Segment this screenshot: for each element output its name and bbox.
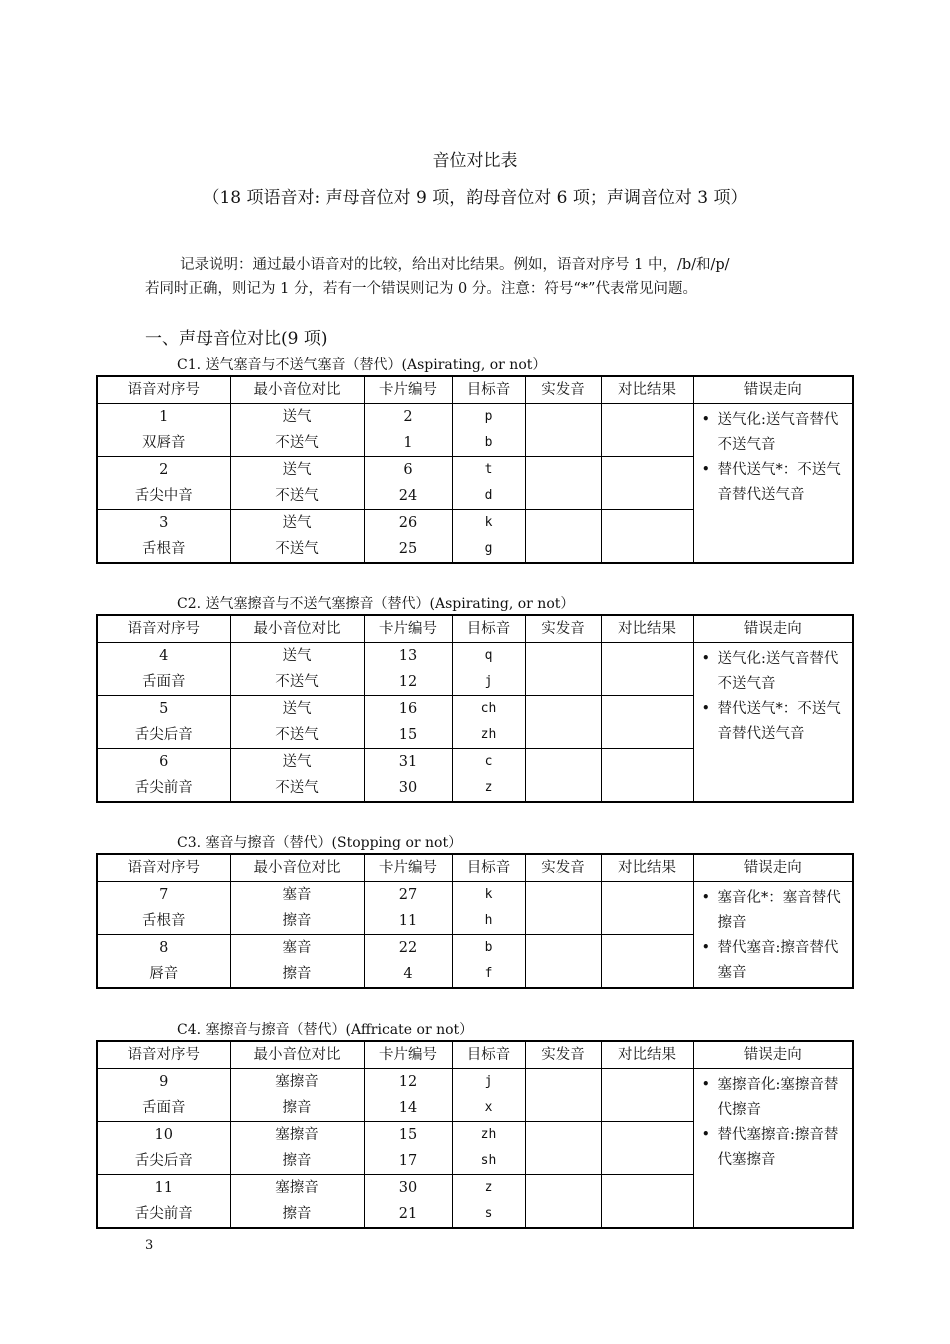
cell-line: 舌尖中音 [134,488,193,504]
page-number: 3 [145,1238,154,1253]
card-number-cell [364,1122,452,1175]
cell-line: 不送气 [275,780,319,796]
pair-index-cell [97,1122,230,1175]
column-header: 实发音 [525,1041,601,1069]
header-row [97,615,853,643]
target-sound-cell [452,1122,525,1175]
table-body [97,643,853,803]
target-sound-cell [452,882,525,935]
cell-line: g [484,541,493,556]
target-sound-cell [452,1175,525,1229]
cell-line: 6 [159,754,169,770]
cell-line: x [484,1100,493,1115]
error-direction-cell [693,404,853,564]
table-row [97,1069,853,1122]
cell-line: 1 [159,409,169,425]
cell-line: 送气 [282,648,312,664]
card-number-cell [364,1175,452,1229]
column-header: 最小音位对比 [230,376,364,404]
contrast-table-c1 [96,375,854,564]
table-row [97,643,853,696]
table-body [97,1069,853,1229]
cell-line: 擦音 [282,1206,312,1222]
column-header: 目标音 [452,1041,525,1069]
cell-line: 11 [154,1180,173,1196]
cell-line: ch [480,701,497,716]
cell-line: z [484,1180,493,1195]
pair-index-cell [97,1069,230,1122]
section-heading: 一、声母音位对比(9 项) [145,329,328,349]
card-number-cell [364,882,452,935]
cell-line: b [484,940,493,955]
column-header: 语音对序号 [97,376,230,404]
error-list [702,647,847,747]
cell-line: 30 [398,780,418,796]
header-row [97,376,853,404]
card-number-cell [364,749,452,803]
cell-line: 不送气 [275,674,319,690]
table-caption-c3: C3. 塞音与擦音（替代）(Stopping or not） [177,835,463,851]
error-list [702,408,847,508]
contrast-result-cell[interactable] [601,643,693,696]
cell-line: 塞擦音 [275,1180,319,1196]
actual-sound-cell[interactable] [525,749,601,803]
actual-sound-cell[interactable] [525,882,601,935]
cell-line: 舌尖后音 [134,1153,193,1169]
cell-line: 25 [398,541,418,557]
error-direction-cell [693,1069,853,1229]
card-number-cell [364,1069,452,1122]
cell-line: p [484,409,493,424]
cell-line: 不送气 [275,435,319,451]
column-header: 卡片编号 [364,615,452,643]
table-body [97,404,853,564]
cell-line: 送气 [282,515,312,531]
table-caption-c1: C1. 送气塞音与不送气塞音（替代）(Aspirating, or not） [177,357,547,373]
cell-line: sh [480,1153,497,1168]
cell-line: 17 [398,1153,418,1169]
cell-line: 31 [398,754,418,770]
cell-line: 擦音 [282,913,312,929]
actual-sound-cell[interactable] [525,643,601,696]
contrast-result-cell[interactable] [601,882,693,935]
cell-line: 送气 [282,701,312,717]
column-header: 对比结果 [601,615,693,643]
minimal-contrast-cell [230,696,364,749]
contrast-result-cell[interactable] [601,935,693,989]
contrast-result-cell[interactable] [601,696,693,749]
column-header: 最小音位对比 [230,1041,364,1069]
pair-index-cell [97,882,230,935]
table-caption-c4: C4. 塞擦音与擦音（替代）(Affricate or not） [177,1022,474,1038]
cell-line: 塞音 [282,887,312,903]
table-row [97,404,853,457]
cell-line: 9 [159,1074,169,1090]
target-sound-cell [452,696,525,749]
column-header: 对比结果 [601,854,693,882]
cell-line: 27 [398,887,418,903]
document-title: 音位对比表 [432,151,518,171]
cell-line: s [484,1206,493,1221]
cell-line: 不送气 [275,727,319,743]
table-header [97,854,853,882]
cell-line: 30 [398,1180,418,1196]
pair-index-cell [97,510,230,564]
target-sound-cell [452,749,525,803]
cell-line: 22 [398,940,418,956]
pair-index-cell [97,1175,230,1229]
cell-line: f [484,966,493,981]
cell-line: 26 [398,515,418,531]
contrast-result-cell[interactable] [601,510,693,564]
target-sound-cell [452,643,525,696]
actual-sound-cell[interactable] [525,1122,601,1175]
document-subtitle: （18 项语音对: 声母音位对 9 项，韵母音位对 6 项；声调音位对 3 项） [202,188,748,208]
error-direction-cell [693,643,853,803]
cell-line: 4 [403,966,413,982]
cell-line: 舌面音 [142,1100,186,1116]
column-header: 最小音位对比 [230,854,364,882]
cell-line: zh [480,1127,497,1142]
minimal-contrast-cell [230,882,364,935]
column-header: 语音对序号 [97,1041,230,1069]
cell-line: 舌尖后音 [134,727,193,743]
column-header: 目标音 [452,376,525,404]
cell-line: 唇音 [149,966,179,982]
cell-line: k [484,887,493,902]
contrast-result-cell[interactable] [601,1122,693,1175]
cell-line: 16 [398,701,418,717]
error-item: • 送气化:送气音替代不送气音 [702,408,847,458]
recording-note-line-2: 若同时正确，则记为 1 分，若有一个错误则记为 0 分。注意：符号“*”代表常见问题。 [145,281,697,297]
cell-line: 送气 [282,409,312,425]
cell-line: 13 [398,648,418,664]
cell-line: 塞擦音 [275,1074,319,1090]
column-header: 实发音 [525,854,601,882]
table-body [97,882,853,989]
target-sound-cell [452,935,525,989]
target-sound-cell [452,404,525,457]
cell-line: k [484,515,493,530]
cell-line: 擦音 [282,1153,312,1169]
cell-line: 12 [398,674,418,690]
cell-line: 擦音 [282,1100,312,1116]
cell-line: q [484,648,493,663]
actual-sound-cell[interactable] [525,457,601,510]
actual-sound-cell[interactable] [525,510,601,564]
error-item: • 替代送气*：不送气音替代送气音 [702,697,847,747]
cell-line: 双唇音 [142,435,186,451]
error-item: • 替代送气*：不送气音替代送气音 [702,458,847,508]
card-number-cell [364,935,452,989]
minimal-contrast-cell [230,935,364,989]
cell-line: 14 [398,1100,418,1116]
table-row [97,882,853,935]
column-header: 语音对序号 [97,854,230,882]
minimal-contrast-cell [230,510,364,564]
cell-line: b [484,435,493,450]
table-header [97,1041,853,1069]
cell-line: 15 [398,727,418,743]
minimal-contrast-cell [230,1175,364,1229]
cell-line: 10 [154,1127,173,1143]
contrast-result-cell[interactable] [601,457,693,510]
minimal-contrast-cell [230,643,364,696]
cell-line: d [484,488,493,503]
column-header: 错误走向 [693,854,853,882]
column-header: 卡片编号 [364,1041,452,1069]
cell-line: 7 [159,887,169,903]
cell-line: j [484,1074,493,1089]
cell-line: 6 [403,462,413,478]
minimal-contrast-cell [230,1122,364,1175]
cell-line: 不送气 [275,488,319,504]
actual-sound-cell[interactable] [525,935,601,989]
error-list [702,1073,847,1173]
cell-line: 15 [398,1127,418,1143]
column-header: 实发音 [525,615,601,643]
cell-line: 塞擦音 [275,1127,319,1143]
contrast-result-cell[interactable] [601,1175,693,1229]
pair-index-cell [97,404,230,457]
column-header: 目标音 [452,854,525,882]
error-item: • 替代塞擦音:擦音替代塞擦音 [702,1123,847,1173]
contrast-result-cell[interactable] [601,749,693,803]
error-direction-cell [693,882,853,989]
target-sound-cell [452,510,525,564]
cell-line: 2 [403,409,413,425]
column-header: 卡片编号 [364,854,452,882]
actual-sound-cell[interactable] [525,1175,601,1229]
cell-line: 11 [398,913,418,929]
error-item: • 送气化:送气音替代不送气音 [702,647,847,697]
column-header: 对比结果 [601,376,693,404]
column-header: 实发音 [525,376,601,404]
contrast-table-c4 [96,1040,854,1229]
actual-sound-cell[interactable] [525,1069,601,1122]
card-number-cell [364,696,452,749]
cell-line: 舌尖前音 [134,780,193,796]
pair-index-cell [97,457,230,510]
header-row [97,1041,853,1069]
error-item: • 塞音化*：塞音替代擦音 [702,886,847,936]
table-caption-c2: C2. 送气塞擦音与不送气塞擦音（替代）(Aspirating, or not） [177,596,575,612]
cell-line: 送气 [282,754,312,770]
cell-line: 舌面音 [142,674,186,690]
column-header: 错误走向 [693,615,853,643]
pair-index-cell [97,749,230,803]
cell-line: 舌根音 [142,913,186,929]
target-sound-cell [452,457,525,510]
minimal-contrast-cell [230,457,364,510]
cell-line: t [484,462,493,477]
card-number-cell [364,404,452,457]
card-number-cell [364,643,452,696]
cell-line: 1 [403,435,413,451]
column-header: 错误走向 [693,1041,853,1069]
minimal-contrast-cell [230,404,364,457]
column-header: 对比结果 [601,1041,693,1069]
cell-line: 擦音 [282,966,312,982]
header-row [97,854,853,882]
column-header: 卡片编号 [364,376,452,404]
card-number-cell [364,457,452,510]
pair-index-cell [97,935,230,989]
column-header: 最小音位对比 [230,615,364,643]
contrast-result-cell[interactable] [601,1069,693,1122]
cell-line: 舌根音 [142,541,186,557]
cell-line: 2 [159,462,169,478]
target-sound-cell [452,1069,525,1122]
cell-line: c [484,754,493,769]
cell-line: 24 [398,488,418,504]
cell-line: z [484,780,493,795]
table-header [97,376,853,404]
cell-line: 12 [398,1074,418,1090]
pair-index-cell [97,696,230,749]
error-list [702,886,847,986]
cell-line: 21 [398,1206,418,1222]
column-header: 错误走向 [693,376,853,404]
pair-index-cell [97,643,230,696]
actual-sound-cell[interactable] [525,404,601,457]
error-item: • 塞擦音化:塞擦音替代擦音 [702,1073,847,1123]
actual-sound-cell[interactable] [525,696,601,749]
contrast-table-c2 [96,614,854,803]
cell-line: 8 [159,940,169,956]
cell-line: 不送气 [275,541,319,557]
column-header: 语音对序号 [97,615,230,643]
cell-line: j [484,674,493,689]
cell-line: 4 [159,648,169,664]
cell-line: 5 [159,701,169,717]
contrast-table-c3 [96,853,854,989]
recording-note-line-1: 记录说明：通过最小语音对的比较，给出对比结果。例如，语音对序号 1 中，/b/和/p/ [180,257,730,273]
error-item: • 替代塞音:擦音替代塞音 [702,936,847,986]
minimal-contrast-cell [230,749,364,803]
column-header: 目标音 [452,615,525,643]
contrast-result-cell[interactable] [601,404,693,457]
cell-line: h [484,913,493,928]
cell-line: 塞音 [282,940,312,956]
card-number-cell [364,510,452,564]
cell-line: 3 [159,515,169,531]
cell-line: zh [480,727,497,742]
cell-line: 舌尖前音 [134,1206,193,1222]
minimal-contrast-cell [230,1069,364,1122]
cell-line: 送气 [282,462,312,478]
table-header [97,615,853,643]
